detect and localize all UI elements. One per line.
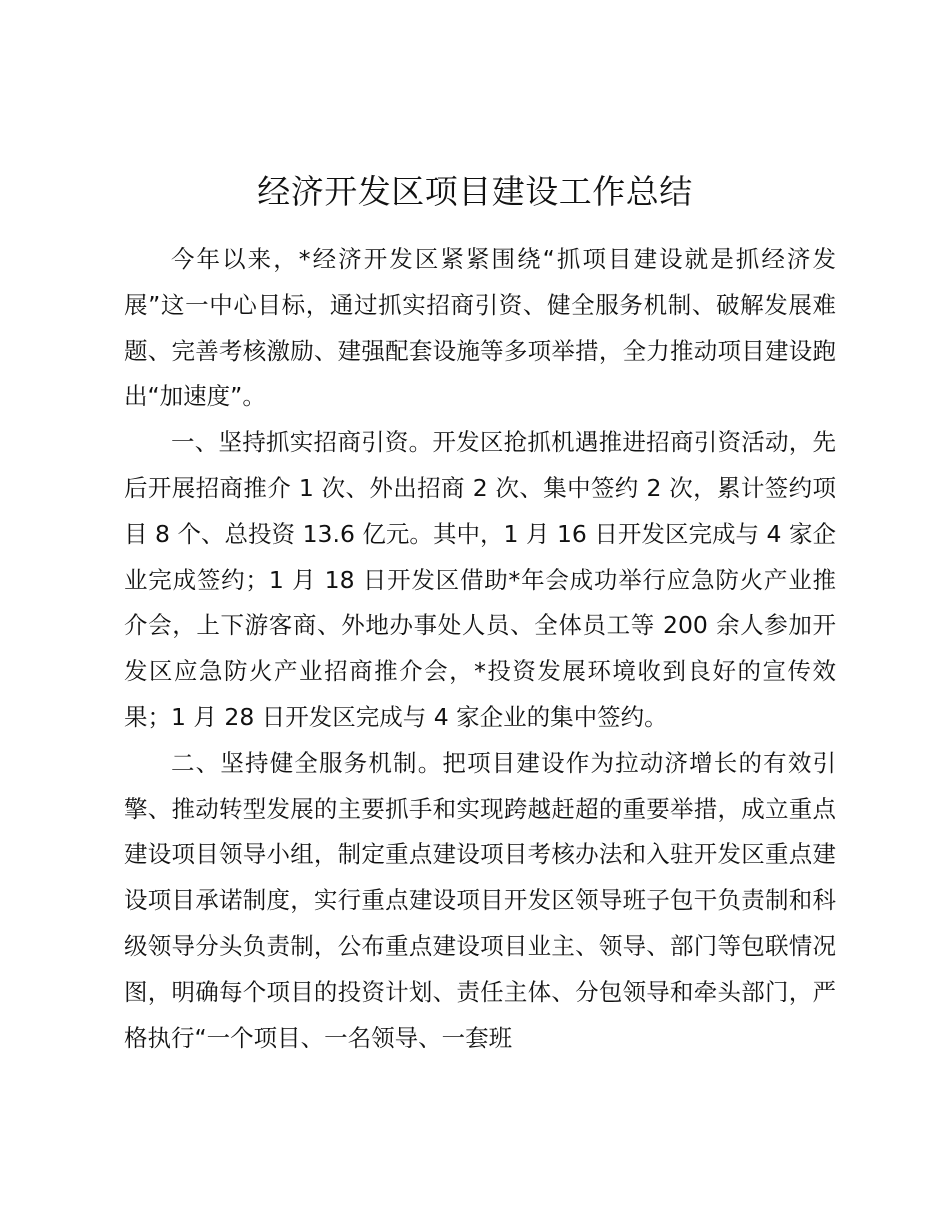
paragraph-intro: 今年以来，*经济开发区紧紧围绕“抓项目建设就是抓经济发展”这一中心目标，通过抓实招商引资、健全服务机制、破解发展难题、完善考核激励、建强配套设施等多项举措，全力推动项目建设跑出“加速度”。: [124, 245, 836, 411]
paragraph-service-mechanism: 二、坚持健全服务机制。把项目建设作为拉动济增长的有效引擎、推动转型发展的主要抓手和实现跨越赶超的重要举措，成立重点建设项目领导小组，制定重点建设项目考核办法和入驻开发区重点建设项目承诺制度，实行重点建设项目开发区领导班子包干负责制和科级领导分头负责制，公布重点建设项目业主、领导、部门等包联情况图，明确每个项目的投资计划、责任主体、分包领导和牵头部门，严格执行“一个项目、一名领导、一套班: [124, 748, 836, 1052]
document-body: [124, 237, 836, 1061]
paragraph-investment: 一、坚持抓实招商引资。开发区抢抓机遇推进招商引资活动，先后开展招商推介 1 次、外出招商 2 次、集中签约 2 次，累计签约项目 8 个、总投资 13.6 亿元。其中，1 月 16 日开发区完成与 4 家企业完成签约；1 月 18 日开发区借助*年会成功举行应急防火产业推介会，上下游客商、外地办事处人员、全体员工等 200 余人参加开发区应急防火产业招商推介会，*投资发展环境收到良好的宣传效果；1 月 28 日开发区完成与 4 家企业的集中签约。: [124, 428, 836, 731]
document-title: 经济开发区项目建设工作总结: [257, 172, 693, 211]
